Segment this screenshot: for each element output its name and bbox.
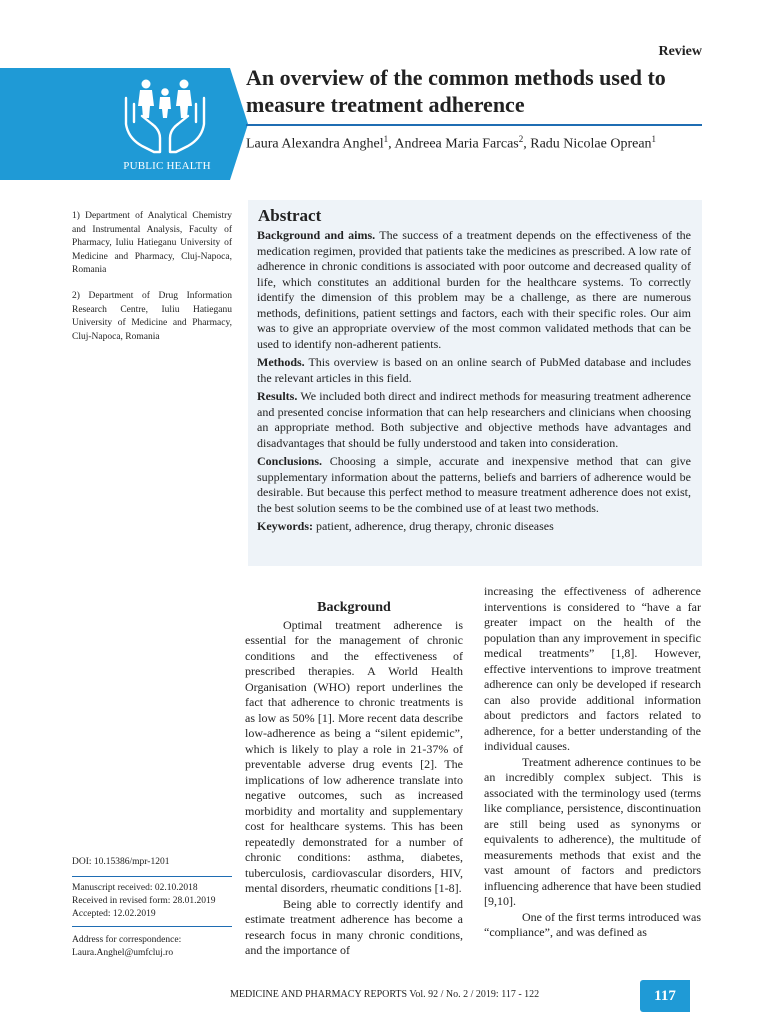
abstract-methods [257, 355, 691, 386]
accepted-date: Accepted: 12.02.2019 [72, 909, 156, 919]
correspondence-label: Address for correspondence: [72, 935, 182, 945]
article-type-label: Review [658, 44, 702, 59]
body-paragraph: Treatment adherence continues to be an incredibly complex subject. This is associated with the terminology used (terms like compliance, persistence, discontinuation are still being used as synonyms or equivalents to adherence), the multitude of measurements methods that exist and the vast amount of factors and predictors influencing adherence that have been studied [9,10]. [484, 754, 701, 908]
correspondence [72, 934, 181, 960]
body-paragraph: Optimal treatment adherence is essential for the management of chronic conditions and the effectiveness of prescribed therapies. A World Health Organisation (WHO) report underlines the fact that adherence to chronic treatments is as low as 50% [1]. More recent data describe low-adherence as being a “silent epidemic”, which is likely to play a role in 21-37% of preventable adverse drug events [2]. The implications of low adherence translate into negative outcomes, such as increased morbidity and mortality and supplementary cost for healthcare systems. This has been repeatedly demonstrated for a number of chronic conditions: asthma, diabetes, tuberculosis, cardiovascular disorders, HIV, mental disorders, rheumatic conditions [1-8]. [245, 617, 463, 895]
section-label: Conclusions. [257, 454, 323, 468]
page-number: 117 [640, 980, 690, 1012]
doi: DOI: 10.15386/mpr-1201 [72, 857, 170, 867]
manuscript-dates [72, 882, 216, 921]
body-column-left [245, 600, 463, 959]
meta-divider [72, 876, 232, 877]
author-name: Andreea Maria Farcas [394, 136, 519, 152]
affiliation: 1) Department of Analytical Chemistry and Instrumental Analysis, Faculty of Pharmacy, Iuliu Hatieganu University of Medicine and Pharmacy, Cluj-Napoca, Romania [72, 211, 232, 275]
section-text: The success of a treatment depends on the effectiveness of the medication regimen, provided that patients take the medicines as prescribed. A low rate of adherence in chronic conditions is associated with poor outcome and decreased quality of life, which constitutes an additional burden for the healthcare systems. To correctly identify the dimension of this problem may be a challenge, as there are numerous methods, definitions, patient settings and factors, each with their specific roles. Our aim was to give an appropriate overview of the most common validated methods that can be used to identify non-adherent patients. [257, 228, 692, 351]
abstract-body [257, 228, 691, 538]
section-label: Background and aims. [257, 228, 376, 242]
abstract-results [257, 389, 691, 451]
body-paragraph: One of the first terms introduced was “compliance”, and was defined as [484, 909, 701, 939]
affiliation: 2) Department of Drug Information Research Centre, Iuliu Hatieganu University of Medicine and Pharmacy, Cluj-Napoca, Romania [72, 291, 232, 342]
abstract-heading: Abstract [258, 206, 322, 225]
body-paragraph: Being able to correctly identify and estimate treatment adherence has become a research focus in many chronic conditions, and the importance of [245, 896, 463, 957]
section-label: Results. [257, 389, 298, 403]
title-divider [246, 124, 702, 126]
abstract-keywords [257, 519, 691, 535]
correspondence-email: Laura.Anghel@umfcluj.ro [72, 948, 174, 958]
article-title: An overview of the common methods used to measure treatment adherence [246, 65, 666, 117]
body-column-right [484, 584, 701, 941]
author-affiliation-mark: 1 [651, 134, 657, 144]
section-text: patient, adherence, drug therapy, chronic diseases [313, 519, 554, 533]
journal-citation: Vol. 92 / No. 2 / 2019: 117 - 122 [407, 989, 540, 1000]
section-label: PUBLIC HEALTH [123, 160, 211, 172]
author-list: Laura Alexandra Anghel$^1$, Andreea Maria Farcas$^2$, Radu Nicolae Oprean$^1$ [246, 134, 657, 152]
author-name: Laura Alexandra Anghel [246, 136, 384, 152]
section-label: Methods. [257, 355, 305, 369]
abstract-background [257, 228, 691, 352]
section-text: We included both direct and indirect methods for measuring treatment adherence and presented concise information that can help researchers and clinicians when choosing an appropriate method. Both subjective and objective methods have advantages and disadvantages that should be fully understood and taken into consideration. [257, 389, 691, 450]
author-affiliation-mark: 1 [383, 134, 389, 144]
section-label: Keywords: [257, 519, 313, 533]
section-text: This overview is based on an online search of PubMed database and includes the relevant articles in this field. [257, 355, 691, 385]
section-heading: Background [317, 600, 391, 615]
abstract-conclusions [257, 454, 691, 516]
received-date: Manuscript received: 02.10.2018 [72, 883, 198, 893]
author-affiliation-mark: 2 [518, 134, 524, 144]
journal-footer [230, 989, 539, 1000]
meta-divider [72, 926, 232, 927]
revised-date: Received in revised form: 28.01.2019 [72, 896, 216, 906]
body-paragraph: increasing the effectiveness of adherence interventions is considered to “have a far greater impact on the health of the population than any improvement in specific medical treatments” [1,8]. However, effective interventions to improve treatment adherence can only be developed if research can also provide additional information about predictors and factors related to adherence, for a better understanding of the individual causes. [484, 584, 701, 753]
journal-name: MEDICINE AND PHARMACY REPORTS [230, 989, 408, 1000]
public-health-logo-icon [120, 76, 210, 156]
author-name: Radu Nicolae Oprean [530, 136, 652, 152]
section-text: Choosing a simple, accurate and inexpensive method that can give supplementary information about the patterns, beliefs and barriers of adherence would be desirable. But because this perfect method to measure treatment adherence does not exist, the best solution seems to be the combined use of at least two methods. [257, 454, 691, 515]
